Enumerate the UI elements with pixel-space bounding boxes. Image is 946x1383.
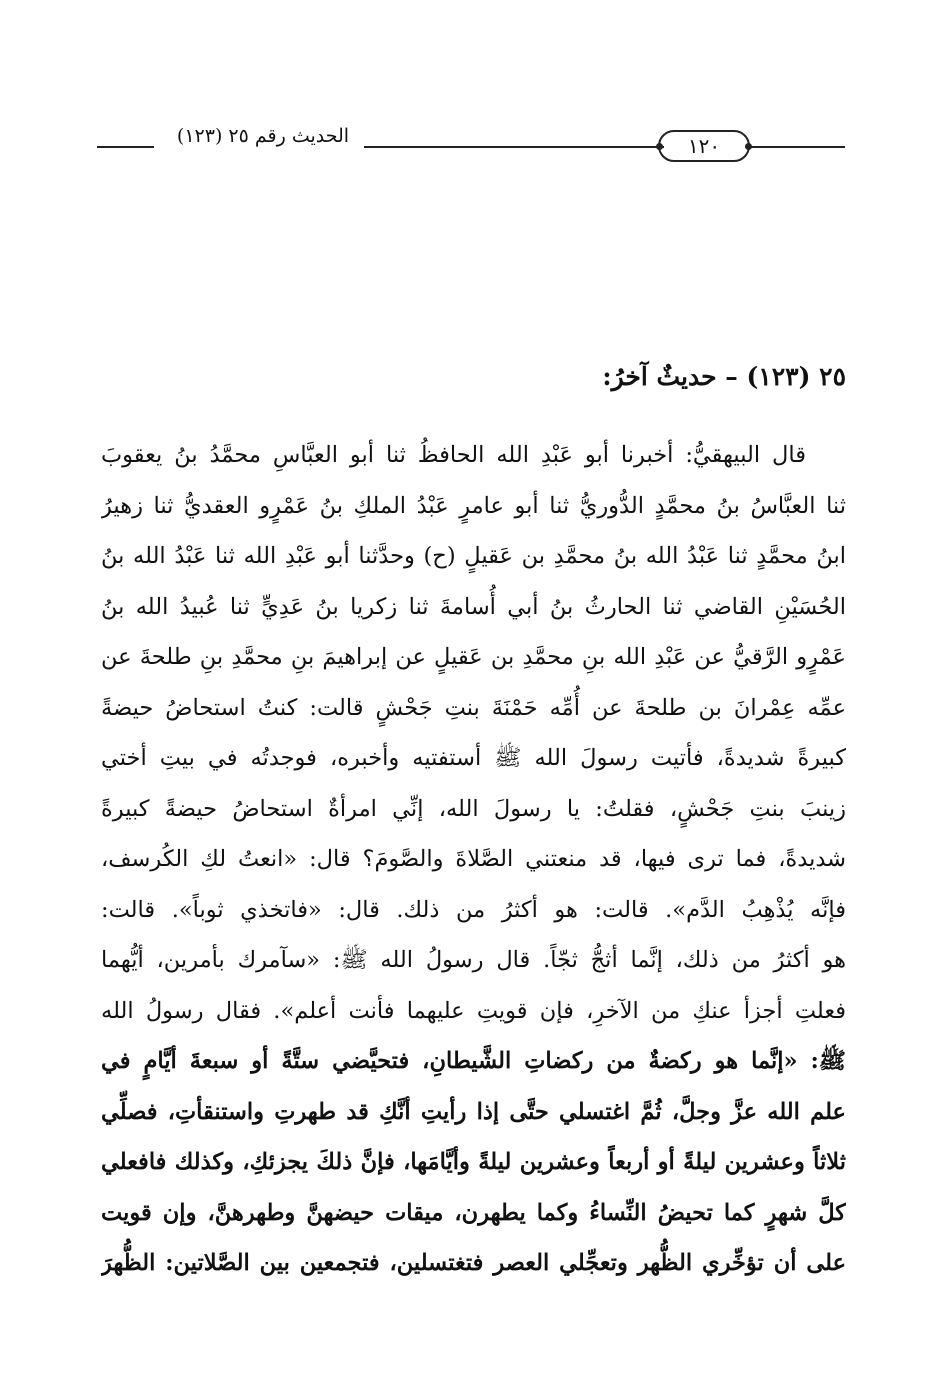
text-line: كبيرةً شديدةً، فأتيت رسولَ الله ﷺ أستفتيه وأخبره، فوجدتُه في بيتِ أختي — [101, 745, 846, 771]
text-line: فعلتِ أجزأ عنكِ من الآخرِ، فإن قويتِ عليهما فأنت أعلم». فقال رسولُ الله — [101, 997, 846, 1024]
text-line: شديدةً، فما ترى فيها، قد منعتني الصَّلاةَ والصَّومَ؟ قال: «انعتُ لكِ الكُرسف، — [101, 846, 846, 872]
header-rule-right — [750, 146, 845, 148]
header-rule-middle — [364, 146, 664, 148]
header-rule-left — [97, 146, 154, 148]
page-number-frame — [658, 130, 750, 162]
text-line: زينبَ بنتِ جَحْشٍ، فقلتُ: يا رسولَ الله، إنِّي امرأةٌ استحاضُ حيضةً كبيرةً — [101, 795, 846, 822]
text-line: قال البيهقيُّ: أخبرنا أبو عَبْدِ الله الحافظُ ثنا أبو العبَّاسِ محمَّدُ بنُ يعقوبَ — [101, 442, 806, 468]
text-line: علم الله عزَّ وجلَّ، ثُمَّ اغتسلي حتَّى إذا رأيتِ أنَّكِ قد طهرتِ واستنقأتِ، فصلِّي — [101, 1098, 846, 1125]
text-line: هو أكثرُ من ذلك، إنَّما أثجُّ ثجّاً. قال رسولُ الله ﷺ: «سآمرك بأمرين، أيُّهما — [101, 947, 846, 973]
text-line: ﷺ: «إنَّما هو ركضةٌ من ركضاتِ الشَّيطانِ، فتحيَّضي ستَّةً أو سبعةَ أيَّامٍ في — [101, 1048, 846, 1074]
text-line: ثلاثاً وعشرين ليلةً أو أربعاً وعشرين ليلةً وأيَّامَها، فإنَّ ذلكَ يجزئكِ، وكذلك فافعلي — [101, 1149, 846, 1175]
hadith-heading: ٢٥ (١٢٣) – حديثٌ آخرُ: — [602, 362, 846, 391]
text-line: على أن تؤخِّري الظُّهر وتعجِّلي العصر فتغتسلين، فتجمعين بين الصَّلاتين: الظُّهرَ — [101, 1250, 846, 1276]
text-line: فإنَّه يُذْهِبُ الدَّم». قالت: هو أكثرُ من ذلك. قال: «فاتخذي ثوباً». قالت: — [101, 896, 846, 923]
text-line: عمِّه عِمْرانَ بن طلحةَ عن أُمِّه حَمْنَةَ بنتِ جَحْشٍ قالت: كنتُ استحاضُ حيضةً — [101, 694, 846, 721]
text-line: عَمْرٍو الرَّقيُّ عن عَبْدِ الله بنِ محمَّدِ بن عَقيلٍ عن إبراهيمَ بنِ محمَّدِ بنِ طلحةَ عن — [101, 644, 846, 670]
running-title: الحديث رقم ٢٥ (١٢٣) — [176, 125, 350, 147]
hadith-body — [101, 430, 846, 1289]
text-line: كلَّ شهرٍ كما تحيضُ النِّساءُ وكما يطهرن، ميقات حيضهنَّ وطهرهنَّ، وإن قويت — [101, 1199, 846, 1226]
text-line: ابنُ محمَّدٍ ثنا عَبْدُ الله بنُ محمَّدِ بن عَقيلٍ (ح) وحدَّثنا أبو عَبْدِ الله ثنا عَبْدُ الله بنُ — [101, 543, 846, 569]
text-line: ثنا العبَّاسُ بنُ محمَّدٍ الدُّوريُّ ثنا أبو عامرٍ عَبْدُ الملكِ بنُ عَمْرٍو العقديُّ ثنا زهيرُ — [101, 492, 846, 519]
text-line: الحُسَيْنِ القاضي ثنا الحارثُ بنُ أبي أُسامةَ ثنا زكريا بنُ عَدِيٍّ ثنا عُبيدُ الله بنُ — [101, 593, 846, 620]
page-number: ١٢٠ — [687, 134, 721, 158]
